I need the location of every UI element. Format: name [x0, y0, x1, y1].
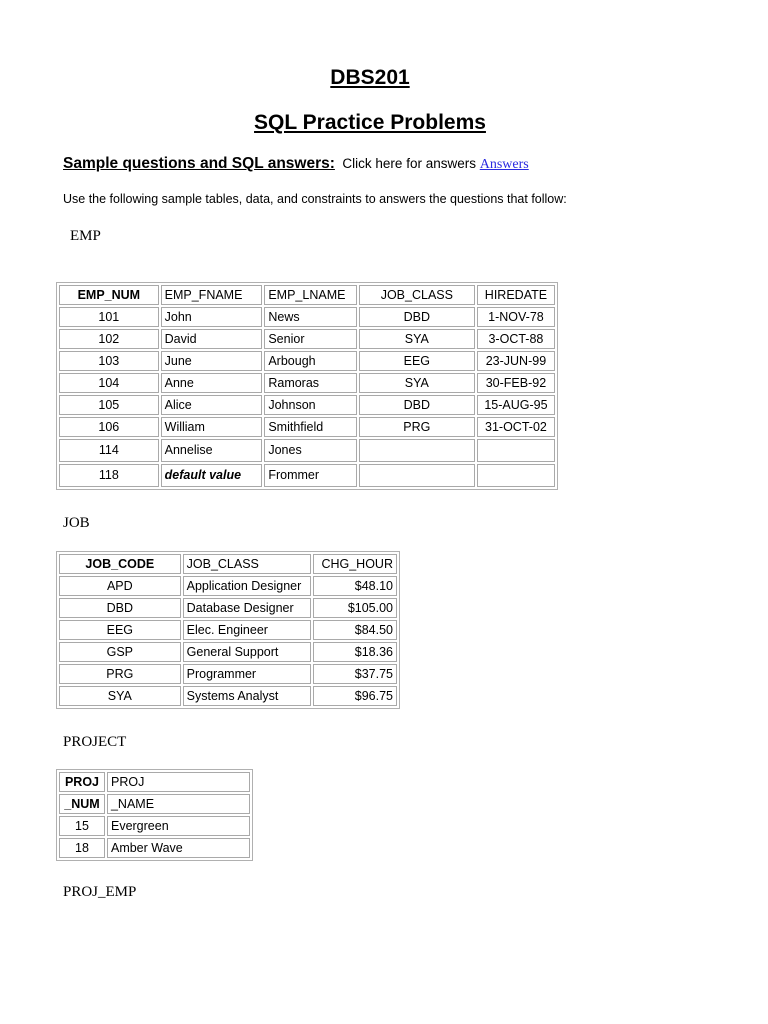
- table-cell: $105.00: [313, 598, 397, 618]
- table-row: [59, 642, 397, 662]
- header-cell: EMP_LNAME: [264, 285, 356, 305]
- proj-emp-table-name: PROJ_EMP: [63, 884, 137, 900]
- table-row: [59, 598, 397, 618]
- table-cell: Application Designer: [183, 576, 312, 596]
- table-cell: Amber Wave: [107, 838, 250, 858]
- table-cell: 31-OCT-02: [477, 417, 555, 437]
- table-cell: Programmer: [183, 664, 312, 684]
- header-cell: HIREDATE: [477, 285, 555, 305]
- job-table: [56, 551, 400, 709]
- table-cell: 23-JUN-99: [477, 351, 555, 371]
- table-row: [59, 464, 555, 487]
- click-text: Click here for answers: [342, 156, 476, 171]
- table-cell: 15-AUG-95: [477, 395, 555, 415]
- table-cell: Arbough: [264, 351, 356, 371]
- table-cell: John: [161, 307, 263, 327]
- table-cell: EEG: [359, 351, 475, 371]
- table-cell: 30-FEB-92: [477, 373, 555, 393]
- table-cell: 105: [59, 395, 159, 415]
- intro-text: Use the following sample tables, data, and constraints to answers the questions that follow:: [63, 192, 567, 206]
- table-cell: 118: [59, 464, 159, 487]
- table-cell: [477, 439, 555, 462]
- emp-table-name: EMP: [70, 228, 101, 244]
- table-header-row: [59, 794, 250, 814]
- table-cell: SYA: [359, 329, 475, 349]
- table-cell: [359, 464, 475, 487]
- job-table-name: JOB: [63, 515, 90, 531]
- emp-table: [56, 282, 558, 490]
- table-cell: Elec. Engineer: [183, 620, 312, 640]
- header-cell: EMP_NUM: [59, 285, 159, 305]
- table-cell: 15: [59, 816, 105, 836]
- table-header-row: [59, 285, 555, 305]
- header-cell: EMP_FNAME: [161, 285, 263, 305]
- header-cell: _NAME: [107, 794, 250, 814]
- table-cell: Jones: [264, 439, 356, 462]
- table-row: [59, 686, 397, 706]
- header-cell: PROJ: [59, 772, 105, 792]
- header-cell: PROJ: [107, 772, 250, 792]
- table-cell: $18.36: [313, 642, 397, 662]
- table-cell: Annelise: [161, 439, 263, 462]
- table-cell: 3-OCT-88: [477, 329, 555, 349]
- header-cell: CHG_HOUR: [313, 554, 397, 574]
- table-row: [59, 373, 555, 393]
- header-cell: JOB_CLASS: [359, 285, 475, 305]
- table-cell: SYA: [59, 686, 181, 706]
- course-title: DBS201: [330, 66, 410, 89]
- table-cell: Evergreen: [107, 816, 250, 836]
- table-cell: Systems Analyst: [183, 686, 312, 706]
- page-title: SQL Practice Problems: [254, 111, 486, 134]
- project-table-name: PROJECT: [63, 734, 127, 750]
- table-row: [59, 351, 555, 371]
- table-row: [59, 307, 555, 327]
- table-cell: Ramoras: [264, 373, 356, 393]
- table-cell: GSP: [59, 642, 181, 662]
- table-cell: Database Designer: [183, 598, 312, 618]
- table-cell: Smithfield: [264, 417, 356, 437]
- table-cell: DBD: [59, 598, 181, 618]
- table-cell: $37.75: [313, 664, 397, 684]
- project-table: [56, 769, 253, 861]
- table-row: [59, 664, 397, 684]
- table-cell: APD: [59, 576, 181, 596]
- table-cell: [477, 464, 555, 487]
- table-cell: $48.10: [313, 576, 397, 596]
- table-cell: Johnson: [264, 395, 356, 415]
- header-cell: _NUM: [59, 794, 105, 814]
- table-cell: Alice: [161, 395, 263, 415]
- table-cell: 106: [59, 417, 159, 437]
- table-cell: William: [161, 417, 263, 437]
- table-row: [59, 620, 397, 640]
- table-cell: PRG: [359, 417, 475, 437]
- table-cell: 1-NOV-78: [477, 307, 555, 327]
- table-cell: 18: [59, 838, 105, 858]
- table-cell: $96.75: [313, 686, 397, 706]
- table-cell: PRG: [59, 664, 181, 684]
- table-cell: 102: [59, 329, 159, 349]
- table-cell: David: [161, 329, 263, 349]
- table-cell: $84.50: [313, 620, 397, 640]
- table-cell: SYA: [359, 373, 475, 393]
- table-cell: News: [264, 307, 356, 327]
- table-cell: 114: [59, 439, 159, 462]
- table-cell: Senior: [264, 329, 356, 349]
- header-cell: JOB_CODE: [59, 554, 181, 574]
- table-cell: 103: [59, 351, 159, 371]
- table-cell: DBD: [359, 395, 475, 415]
- table-row: [59, 329, 555, 349]
- table-header-row: [59, 554, 397, 574]
- table-cell: 104: [59, 373, 159, 393]
- table-header-row: [59, 772, 250, 792]
- table-cell: June: [161, 351, 263, 371]
- table-cell: [359, 439, 475, 462]
- table-row: [59, 395, 555, 415]
- table-row: [59, 417, 555, 437]
- sample-questions-line: [63, 155, 529, 173]
- answers-link[interactable]: Answers: [479, 157, 529, 172]
- table-row: [59, 576, 397, 596]
- table-row: [59, 816, 250, 836]
- table-cell: Frommer: [264, 464, 356, 487]
- table-cell: Anne: [161, 373, 263, 393]
- table-cell: EEG: [59, 620, 181, 640]
- sample-heading: Sample questions and SQL answers:: [63, 155, 335, 172]
- table-cell: 101: [59, 307, 159, 327]
- table-row: [59, 838, 250, 858]
- default-value-cell: default value: [161, 464, 263, 487]
- table-cell: DBD: [359, 307, 475, 327]
- table-row: [59, 439, 555, 462]
- header-cell: JOB_CLASS: [183, 554, 312, 574]
- table-cell: General Support: [183, 642, 312, 662]
